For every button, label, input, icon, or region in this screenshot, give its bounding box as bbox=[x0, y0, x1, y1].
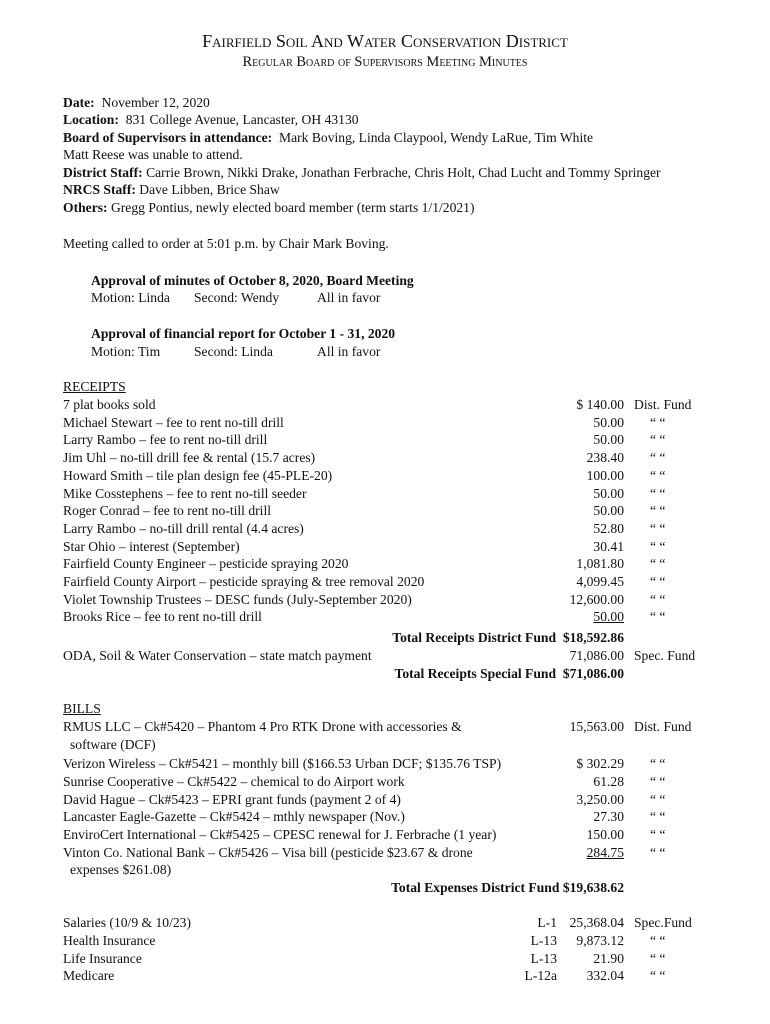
bills-heading: BILLS bbox=[63, 701, 101, 716]
payroll-desc: Medicare bbox=[63, 968, 115, 983]
bill-desc: Vinton Co. National Bank – Ck#5426 – Visa bill (pesticide $23.67 & drone bbox=[63, 845, 473, 860]
others-line bbox=[63, 199, 475, 216]
receipt-desc: Larry Rambo – no-till drill rental (4.4 acres) bbox=[63, 521, 304, 536]
absent-line: Matt Reese was unable to attend. bbox=[63, 147, 243, 162]
receipt-amount: 50.00 bbox=[593, 486, 624, 501]
payroll-code: L-13 bbox=[530, 933, 557, 948]
receipt-desc: Brooks Rice – fee to rent no-till drill bbox=[63, 609, 262, 624]
receipt-desc: Jim Uhl – no-till drill fee & rental (15.7 acres) bbox=[63, 450, 316, 465]
motion-by: Motion: Tim bbox=[91, 344, 161, 359]
payroll-fund: “ “ bbox=[650, 951, 666, 966]
receipt-desc: Roger Conrad – fee to rent no-till drill bbox=[63, 503, 272, 518]
receipt-desc: Michael Stewart – fee to rent no-till drill bbox=[63, 415, 284, 430]
receipt-fund: “ “ bbox=[650, 539, 666, 554]
date-label: Date: bbox=[63, 95, 95, 110]
bill-amount: 15,563.00 bbox=[569, 719, 624, 734]
date-value: November 12, 2020 bbox=[101, 95, 210, 110]
receipt-fund: “ “ bbox=[650, 574, 666, 589]
receipt-fund: “ “ bbox=[650, 521, 666, 536]
receipt-desc: Fairfield County Airport – pesticide spraying & tree removal 2020 bbox=[63, 574, 425, 589]
bill-fund: “ “ bbox=[650, 827, 666, 842]
bill-amount: 61.28 bbox=[593, 774, 624, 789]
receipt-amount: 4,099.45 bbox=[576, 574, 624, 589]
location-value: 831 College Avenue, Lancaster, OH 43130 bbox=[125, 112, 359, 127]
receipt-fund: “ “ bbox=[650, 592, 666, 607]
payroll-amount: 332.04 bbox=[586, 968, 624, 983]
payroll-fund: Spec.Fund bbox=[634, 915, 692, 930]
payroll-code: L-13 bbox=[530, 951, 557, 966]
payroll-desc: Salaries (10/9 & 10/23) bbox=[63, 915, 191, 930]
motion-result: All in favor bbox=[317, 290, 381, 305]
receipt-amount: 12,600.00 bbox=[569, 592, 624, 607]
bill-desc-cont: software (DCF) bbox=[70, 737, 156, 752]
special-receipt-fund: Spec. Fund bbox=[634, 648, 696, 663]
bill-fund: Dist. Fund bbox=[634, 719, 692, 734]
bill-fund: “ “ bbox=[650, 792, 666, 807]
receipt-amount: $ 140.00 bbox=[576, 397, 624, 412]
nrcs-value: Dave Libben, Brice Shaw bbox=[139, 182, 280, 197]
payroll-desc: Health Insurance bbox=[63, 933, 156, 948]
receipt-amount: 50.00 bbox=[593, 415, 624, 430]
bill-amount: 284.75 bbox=[586, 845, 624, 860]
receipt-desc: 7 plat books sold bbox=[63, 397, 156, 412]
total-receipts-district-label: Total Receipts District Fund bbox=[392, 630, 557, 645]
receipt-amount: 50.00 bbox=[593, 503, 624, 518]
receipt-desc: Star Ohio – interest (September) bbox=[63, 539, 240, 554]
receipt-fund: “ “ bbox=[650, 486, 666, 501]
date-line bbox=[63, 94, 210, 111]
payroll-amount: 25,368.04 bbox=[569, 915, 624, 930]
receipt-desc: Fairfield County Engineer – pesticide spraying 2020 bbox=[63, 556, 349, 571]
special-receipt-amount: 71,086.00 bbox=[569, 648, 624, 663]
call-to-order: Meeting called to order at 5:01 p.m. by Chair Mark Boving. bbox=[63, 236, 389, 251]
nrcs-label: NRCS Staff: bbox=[63, 182, 136, 197]
payroll-desc: Life Insurance bbox=[63, 951, 142, 966]
nrcs-line bbox=[63, 181, 280, 198]
receipt-fund: “ “ bbox=[650, 503, 666, 518]
bill-desc: Lancaster Eagle-Gazette – Ck#5424 – mthly newspaper (Nov.) bbox=[63, 809, 405, 824]
document-subtitle: Regular Board of Supervisors Meeting Minutes bbox=[242, 54, 528, 70]
others-label: Others: bbox=[63, 200, 108, 215]
receipt-amount: 1,081.80 bbox=[576, 556, 624, 571]
board-value: Mark Boving, Linda Claypool, Wendy LaRue, Tim White bbox=[279, 130, 594, 145]
location-label: Location: bbox=[63, 112, 119, 127]
motion-title: Approval of financial report for October 1 - 31, 2020 bbox=[91, 326, 396, 341]
bill-fund: “ “ bbox=[650, 845, 666, 860]
bill-desc: RMUS LLC – Ck#5420 – Phantom 4 Pro RTK Drone with accessories & bbox=[63, 719, 462, 734]
receipt-desc: Mike Cosstephens – fee to rent no-till seeder bbox=[63, 486, 307, 501]
bill-desc: Sunrise Cooperative – Ck#5422 – chemical to do Airport work bbox=[63, 774, 405, 789]
total-receipts-special bbox=[395, 665, 624, 682]
payroll-code: L-12a bbox=[524, 968, 557, 983]
receipt-amount: 50.00 bbox=[593, 609, 624, 624]
total-receipts-special-label: Total Receipts Special Fund bbox=[394, 666, 557, 681]
bill-amount: $ 302.29 bbox=[576, 756, 624, 771]
total-expenses-label: Total Expenses District Fund bbox=[391, 880, 560, 895]
total-expenses-district bbox=[391, 879, 624, 896]
board-line bbox=[63, 129, 593, 146]
receipt-fund: Dist. Fund bbox=[634, 397, 692, 412]
payroll-amount: 9,873.12 bbox=[576, 933, 624, 948]
total-expenses-value: $19,638.62 bbox=[562, 880, 624, 895]
others-value: Gregg Pontius, newly elected board member (term starts 1/1/2021) bbox=[110, 200, 475, 215]
bill-amount: 3,250.00 bbox=[576, 792, 624, 807]
total-receipts-special-value: $71,086.00 bbox=[562, 666, 624, 681]
special-receipt-desc: ODA, Soil & Water Conservation – state match payment bbox=[63, 648, 372, 663]
receipt-amount: 50.00 bbox=[593, 432, 624, 447]
receipt-desc: Violet Township Trustees – DESC funds (July-September 2020) bbox=[63, 592, 412, 607]
board-label: Board of Supervisors in attendance: bbox=[63, 130, 273, 145]
motion-title: Approval of minutes of October 8, 2020, Board Meeting bbox=[91, 273, 414, 288]
payroll-code: L-1 bbox=[537, 915, 557, 930]
receipt-fund: “ “ bbox=[650, 556, 666, 571]
payroll-fund: “ “ bbox=[650, 933, 666, 948]
staff-label: District Staff: bbox=[63, 165, 143, 180]
bill-fund: “ “ bbox=[650, 809, 666, 824]
motion-second: Second: Linda bbox=[194, 344, 273, 359]
location-line bbox=[63, 111, 359, 128]
receipt-fund: “ “ bbox=[650, 450, 666, 465]
receipt-amount: 100.00 bbox=[586, 468, 624, 483]
receipt-desc: Larry Rambo – fee to rent no-till drill bbox=[63, 432, 268, 447]
staff-value: Carrie Brown, Nikki Drake, Jonathan Ferbrache, Chris Holt, Chad Lucht and Tommy Springer bbox=[146, 165, 661, 180]
bill-amount: 27.30 bbox=[593, 809, 624, 824]
receipt-fund: “ “ bbox=[650, 468, 666, 483]
payroll-fund: “ “ bbox=[650, 968, 666, 983]
receipts-heading: RECEIPTS bbox=[63, 379, 126, 394]
motion-by: Motion: Linda bbox=[91, 290, 170, 305]
total-receipts-district-value: $18,592.86 bbox=[562, 630, 624, 645]
payroll-amount: 21.90 bbox=[593, 951, 624, 966]
receipt-amount: 52.80 bbox=[593, 521, 624, 536]
document-title: Fairfield Soil And Water Conservation District bbox=[202, 31, 568, 51]
bill-desc: Verizon Wireless – Ck#5421 – monthly bill ($166.53 Urban DCF; $135.76 TSP) bbox=[63, 756, 502, 771]
bill-desc-cont: expenses $261.08) bbox=[70, 862, 172, 877]
receipt-amount: 30.41 bbox=[593, 539, 624, 554]
receipt-fund: “ “ bbox=[650, 609, 666, 624]
staff-line bbox=[63, 164, 661, 181]
motion-result: All in favor bbox=[317, 344, 381, 359]
receipt-fund: “ “ bbox=[650, 415, 666, 430]
bill-desc: EnviroCert International – Ck#5425 – CPESC renewal for J. Ferbrache (1 year) bbox=[63, 827, 497, 842]
receipt-desc: Howard Smith – tile plan design fee (45-PLE-20) bbox=[63, 468, 333, 483]
bill-amount: 150.00 bbox=[586, 827, 624, 842]
total-receipts-district bbox=[392, 629, 624, 646]
motion-second: Second: Wendy bbox=[194, 290, 280, 305]
bill-fund: “ “ bbox=[650, 774, 666, 789]
bill-desc: David Hague – Ck#5423 – EPRI grant funds (payment 2 of 4) bbox=[63, 792, 401, 807]
bill-fund: “ “ bbox=[650, 756, 666, 771]
receipt-amount: 238.40 bbox=[586, 450, 624, 465]
receipt-fund: “ “ bbox=[650, 432, 666, 447]
